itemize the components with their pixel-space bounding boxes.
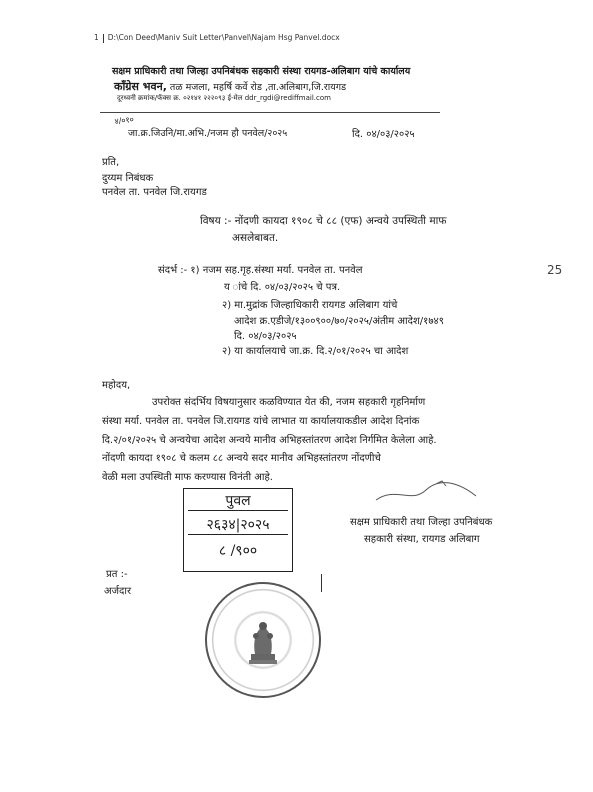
letter-date: दि. ०४/०३/२०२५ xyxy=(352,129,415,140)
signature xyxy=(366,478,506,506)
margin-annotation: 25 xyxy=(547,263,563,277)
recipient-address: पनवेल ता. पनवेल जि.रायगड xyxy=(102,187,207,198)
stamp-office: पुवल xyxy=(188,491,288,511)
recipient-title: दुय्यम निबंधक xyxy=(102,173,154,184)
official-seal xyxy=(205,582,321,698)
copy-to-label: प्रत :- xyxy=(106,569,128,580)
salutation: महोदय, xyxy=(102,380,131,391)
copy-to-applicant: अर्जदार xyxy=(104,586,132,597)
reference-2-order: आदेश क्र.एडीजे/१३००९००/७०/२०२५/अंतीम आदेश/१७४९ xyxy=(234,316,444,327)
signatory-office: सहकारी संस्था, रायगड अलिबाग xyxy=(364,534,480,545)
body-line: संस्था मर्या. पनवेल ता. पनवेल जि.रायगड यांचे लाभात या कार्यालयाकडील आदेश दिनांक xyxy=(102,416,420,427)
office-address: कॉंग्रेस भवन, तळ मजला, महर्षि कर्वे रोड ,ता.अलिबाग,जि.रायगड xyxy=(114,80,347,93)
stamp-pages: ८ /९०० xyxy=(218,543,258,559)
reference-2-date: दि. ०४/०३/२०२५ xyxy=(234,331,297,342)
handwritten-number: ४/०१० xyxy=(114,114,135,126)
reference-1: संदर्भ :- १) नजम सह.गृह.संस्था मर्या. पनवेल ता. पनवेल xyxy=(158,265,363,276)
emblem-icon xyxy=(245,614,281,666)
body-line: उपरोक्त संदर्भिय विषयानुसार कळविण्यात येत की, नजम सहकारी गृहनिर्माण xyxy=(152,397,426,408)
reference-2: २) मा.मुद्रांक जिल्हाधिकारी रायगड अलिबाग यांचे xyxy=(222,300,398,311)
reference-1-cont: य ांचे दि. ०४/०३/२०२५ चे पत्र. xyxy=(224,282,341,293)
body-line: नोंदणी कायदा १९०८ चे कलम ८८ अन्वये सदर मानीव अभिहस्तांतरण नोंदणीचे xyxy=(102,453,381,464)
margin-mark xyxy=(321,574,322,592)
subject-line-2: असलेबाबत. xyxy=(232,232,279,244)
file-path: 1 D:\Con Deed\Maniv Suit Letter\Panvel\Najam Hsg Panvel.docx xyxy=(94,33,340,42)
stamp-number: २६३४|२०२५ xyxy=(188,515,288,535)
reference-3: २) या कार्यालयाचे जा.क्र. दि.२/०१/२०२५ चा आदेश xyxy=(222,346,409,357)
office-contact: दूरध्वनी क्रमांक/फॅक्स क्र. ०२१४१ २२२०९३ ई-मेल ddr_rgdi@rediffmail.com xyxy=(117,94,331,102)
signatory-title: सक्षम प्राधिकारी तथा जिल्हा उपनिबंधक xyxy=(350,517,493,528)
header-divider xyxy=(100,112,440,113)
registration-stamp xyxy=(183,488,293,572)
reference-number: जा.क्र.जिउनि/मा.अभि./नजम हौ पनवेल/२०२५ xyxy=(128,128,288,139)
office-header-title: सक्षम प्राधिकारी तथा जिल्हा उपनिबंधक सहकारी संस्था रायगड-अलिबाग यांचे कार्यालय xyxy=(112,66,411,77)
body-line: दि.२/०१/२०२५ चे अन्वयेचा आदेश अन्वये मानीव अभिहस्तांतरण आदेश निर्गमित केलेला आहे. xyxy=(102,435,437,446)
subject-line: विषय :- नोंदणी कायदा १९०८ चे ८८ (एफ) अन्वये उपस्थिती माफ xyxy=(200,215,447,227)
recipient-prefix: प्रति, xyxy=(102,157,120,168)
body-line: वेळी मला उपस्थिती माफ करण्यास विनंती आहे. xyxy=(102,472,273,483)
